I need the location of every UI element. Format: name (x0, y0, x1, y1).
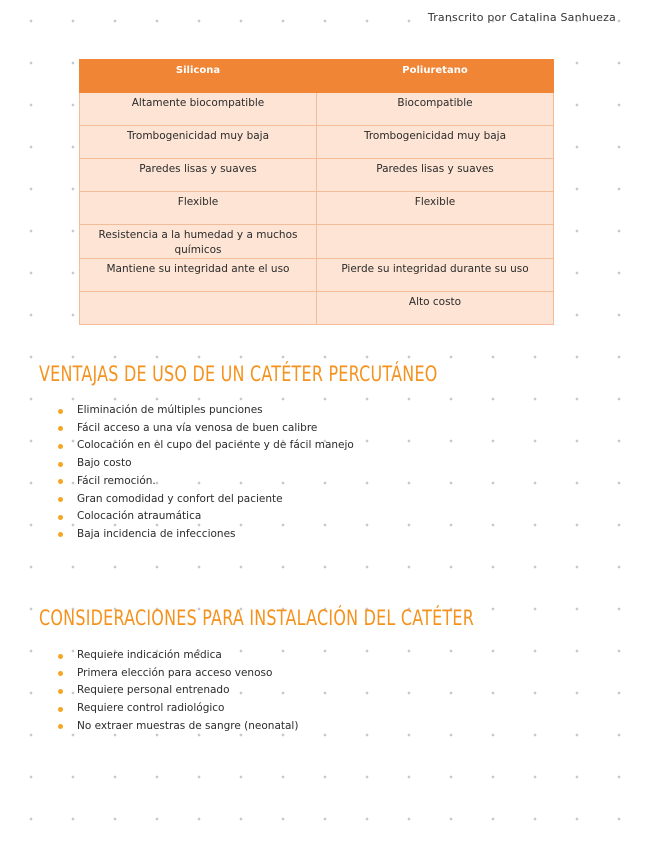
bullet-dot-icon (58, 426, 63, 431)
list-item: Bajo costo (58, 455, 354, 473)
list-item: Colocación atraumática (58, 508, 354, 526)
list-item: Fácil acceso a una vía venosa de buen calibre (58, 420, 354, 438)
table-cell: Alto costo (317, 292, 554, 325)
table-row (80, 292, 554, 325)
table-cell: Pierde su integridad durante su uso (317, 259, 554, 292)
column-header-poliuretano: Poliuretano (317, 60, 554, 93)
list-item: Fácil remoción. (58, 473, 354, 491)
list-item: Requiere control radiológico (58, 700, 298, 718)
table-cell: Flexible (317, 192, 554, 225)
bullet-dot-icon (58, 515, 63, 520)
column-header-silicona: Silicona (80, 60, 317, 93)
bullet-dot-icon (58, 462, 63, 467)
list-item: Requiere indicación médica (58, 647, 298, 665)
bullet-dot-icon (58, 409, 63, 414)
list-item: Baja incidencia de infecciones (58, 526, 354, 544)
table-cell: Resistencia a la humedad y a muchos químicos (80, 225, 317, 259)
list-item: Requiere personal entrenado (58, 682, 298, 700)
table-row (80, 126, 554, 159)
bullet-dot-icon (58, 689, 63, 694)
bullet-dot-icon (58, 497, 63, 502)
table-row (80, 192, 554, 225)
table-row (80, 259, 554, 292)
section-title-ventajas: VENTAJAS DE USO DE UN CATÉTER PERCUTÁNEO (39, 362, 438, 386)
table-cell: Trombogenicidad muy baja (80, 126, 317, 159)
table-header-row (80, 60, 554, 93)
bullet-dot-icon (58, 654, 63, 659)
table-cell: Trombogenicidad muy baja (317, 126, 554, 159)
list-item: No extraer muestras de sangre (neonatal) (58, 718, 298, 736)
list-item: Gran comodidad y confort del paciente (58, 491, 354, 509)
bullet-dot-icon (58, 724, 63, 729)
table-row (80, 159, 554, 192)
table-cell: Paredes lisas y suaves (317, 159, 554, 192)
table-row (80, 93, 554, 126)
consideraciones-list (58, 647, 298, 736)
list-item: Colocación en el cupo del paciente y de fácil manejo (58, 437, 354, 455)
ventajas-list (58, 402, 354, 544)
table-cell: Paredes lisas y suaves (80, 159, 317, 192)
section-title-consideraciones: CONSIDERACIONES PARA INSTALACIÓN DEL CATÉTER (39, 606, 475, 630)
bullet-dot-icon (58, 532, 63, 537)
table-cell: Altamente biocompatible (80, 93, 317, 126)
table-cell: Flexible (80, 192, 317, 225)
bullet-dot-icon (58, 707, 63, 712)
bullet-dot-icon (58, 444, 63, 449)
table-cell (80, 292, 317, 325)
transcriber-credit: Transcrito por Catalina Sanhueza (427, 11, 616, 24)
table-cell: Mantiene su integridad ante el uso (80, 259, 317, 292)
bullet-dot-icon (58, 671, 63, 676)
list-item: Primera elección para acceso venoso (58, 665, 298, 683)
table-cell: Biocompatible (317, 93, 554, 126)
comparison-table (79, 59, 554, 325)
list-item: Eliminación de múltiples punciones (58, 402, 354, 420)
table-row (80, 225, 554, 259)
bullet-dot-icon (58, 479, 63, 484)
table-cell (317, 225, 554, 259)
